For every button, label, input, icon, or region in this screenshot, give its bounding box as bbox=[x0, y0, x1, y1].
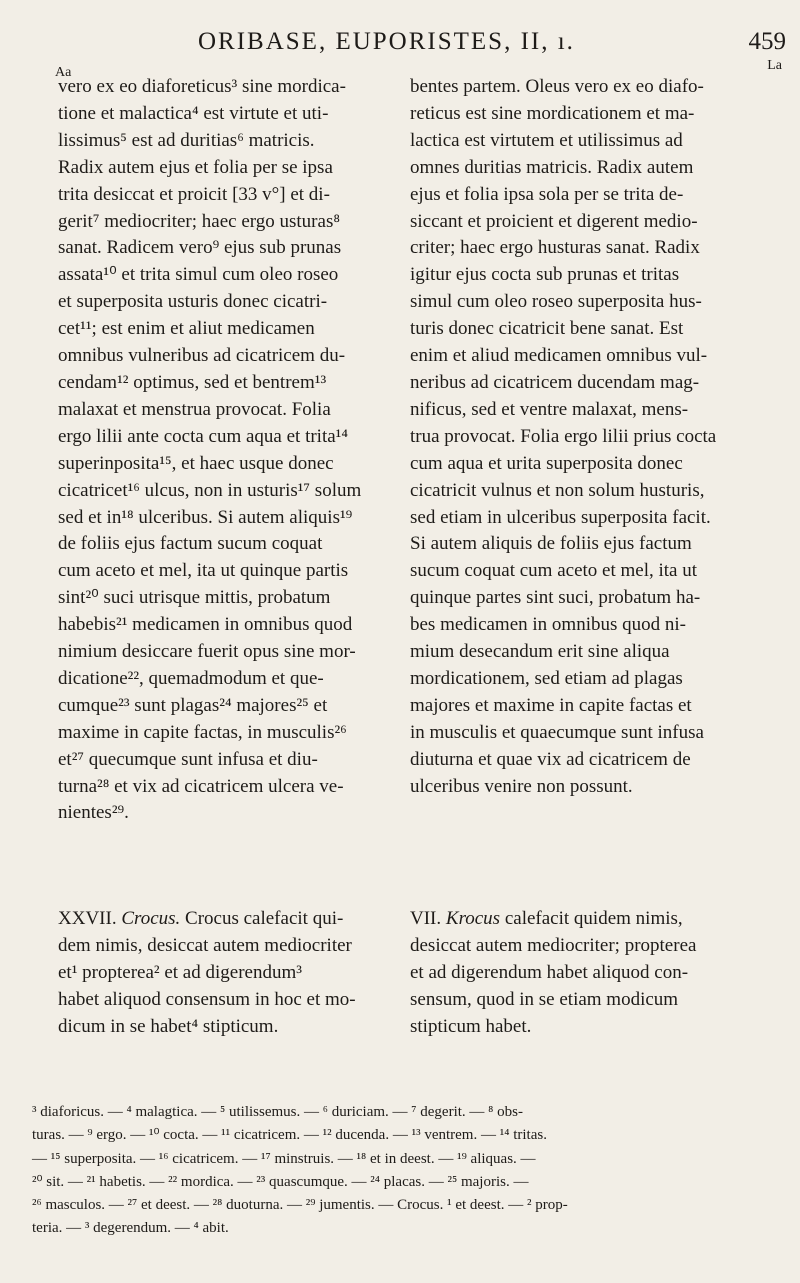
text-line: mordicationem, sed etiam ad plagas bbox=[410, 667, 683, 689]
text-line: simul cum oleo roseo superposita hus- bbox=[410, 291, 702, 313]
text-line: assata¹⁰ et trita simul cum oleo roseo bbox=[58, 264, 339, 286]
text-line: lissimus⁵ est ad duritias⁶ matricis. bbox=[58, 129, 315, 151]
right-column-krocus bbox=[410, 906, 742, 1041]
text-line: igitur ejus cocta sub prunas et tritas bbox=[410, 264, 680, 286]
text-line: enim et aliud medicamen omnibus vul- bbox=[410, 345, 708, 367]
text-line: sed etiam in ulceribus superposita facit. bbox=[410, 506, 711, 528]
right-column-text bbox=[410, 74, 742, 800]
text-line: cumque²³ sunt plagas²⁴ majores²⁵ et bbox=[58, 694, 328, 716]
text-line: nimium desiccare fuerit opus sine mor- bbox=[58, 641, 356, 663]
chapter-title: Crocus. bbox=[121, 908, 181, 929]
left-column-crocus bbox=[58, 906, 386, 1041]
text-line: superinposita¹⁵, et haec usque donec bbox=[58, 452, 334, 474]
text-line: ejus et folia ipsa sola per se trita de- bbox=[410, 183, 684, 205]
text-line: habet aliquod consensum in hoc et mo- bbox=[58, 988, 356, 1010]
text-line: mium desecandum erit sine aliqua bbox=[410, 641, 670, 663]
siglum-left: Aa bbox=[55, 65, 72, 80]
chapter-title: Krocus bbox=[445, 908, 501, 929]
text-line: omnibus vulneribus ad cicatricem du- bbox=[58, 345, 346, 367]
text-line: ergo lilii ante cocta cum aqua et trita¹⁴ bbox=[58, 425, 348, 447]
text-line: majores et maxime in capite factas et bbox=[410, 694, 692, 716]
text-line: reticus est sine mordicationem et ma- bbox=[410, 102, 695, 124]
text-line: maxime in capite factas, in musculis²⁶ bbox=[58, 721, 347, 743]
text-line: et¹ propterea² et ad digerendum³ bbox=[58, 961, 302, 983]
page-number: 459 bbox=[748, 28, 786, 55]
text-line: sucum coquat cum aceto et mel, ita ut bbox=[410, 560, 698, 582]
text-line: et²⁷ quecumque sunt infusa et diu- bbox=[58, 748, 318, 770]
text-line: lactica est virtutem et utilissimus ad bbox=[410, 129, 683, 151]
text-line: turas. — ⁹ ergo. — ¹⁰ cocta. — ¹¹ cicatricem. — ¹² ducenda. — ¹³ ventrem. — ¹⁴ tritas. bbox=[32, 1127, 547, 1144]
text-line: turna²⁸ et vix ad cicatricem ulcera ve- bbox=[58, 775, 344, 797]
page-header bbox=[0, 24, 800, 60]
text-line: dicum in se habet⁴ stipticum. bbox=[58, 1015, 279, 1037]
chapter-first-line: calefacit quidem nimis, bbox=[504, 908, 683, 929]
krocus-text-lines bbox=[410, 933, 742, 1041]
text-line: diuturna et quae vix ad cicatricem de bbox=[410, 748, 691, 770]
text-line: — ¹⁵ superposita. — ¹⁶ cicatricem. — ¹⁷ minstruis. — ¹⁸ et in deest. — ¹⁹ aliquas. — bbox=[32, 1150, 536, 1167]
text-line: ³ diaforicus. — ⁴ malagtica. — ⁵ utilissemus. — ⁶ duriciam. — ⁷ degerit. — ⁸ obs- bbox=[32, 1104, 523, 1120]
text-line: turis donec cicatricit bene sanat. Est bbox=[410, 318, 684, 340]
text-line: neribus ad cicatricem ducendam mag- bbox=[410, 371, 700, 393]
text-line: omnes duritias matricis. Radix autem bbox=[410, 156, 694, 178]
crocus-text-lines bbox=[58, 933, 386, 1041]
text-line: nificus, sed et ventre malaxat, mens- bbox=[410, 398, 689, 420]
krocus-heading-line bbox=[410, 906, 742, 933]
text-line: cum aqua et urita superposita donec bbox=[410, 452, 683, 474]
text-line: siccant et proicient et digerent medio- bbox=[410, 210, 698, 232]
text-line: Si autem aliquis de foliis ejus factum bbox=[410, 533, 692, 555]
text-line: stipticum habet. bbox=[410, 1015, 532, 1037]
text-line: ²⁶ masculos. — ²⁷ et deest. — ²⁸ duoturna. — ²⁹ jumentis. — Crocus. ¹ et deest. — ² prop- bbox=[32, 1197, 568, 1214]
text-line: sensum, quod in se etiam modicum bbox=[410, 988, 679, 1010]
text-line: cicatricit vulnus et non solum husturis, bbox=[410, 479, 705, 501]
chapter-first-line: Crocus calefacit qui- bbox=[185, 908, 344, 929]
text-line: sint²⁰ suci utrisque mittis, probatum bbox=[58, 587, 331, 609]
left-column-text bbox=[58, 74, 386, 827]
text-line: cum aceto et mel, ita ut quinque partis bbox=[58, 560, 349, 582]
text-line: habebis²¹ medicamen in omnibus quod bbox=[58, 614, 353, 636]
text-line: dem nimis, desiccat autem mediocriter bbox=[58, 934, 352, 956]
chapter-number: XXVII. bbox=[58, 908, 117, 929]
text-line: in musculis et quaecumque sunt infusa bbox=[410, 721, 704, 743]
text-line: dicatione²², quemadmodum et que- bbox=[58, 667, 324, 689]
text-line: cendam¹² optimus, sed et bentrem¹³ bbox=[58, 371, 327, 393]
running-title: ORIBASE, EUPORISTES, II, ı. bbox=[198, 28, 575, 55]
text-line: trita desiccat et proicit [33 v°] et di- bbox=[58, 183, 330, 205]
siglum-right: La bbox=[767, 58, 782, 73]
text-line: Radix autem ejus et folia per se ipsa bbox=[58, 156, 333, 178]
text-line: trua provocat. Folia ergo lilii prius cocta bbox=[410, 425, 717, 447]
text-line: vero ex eo diaforeticus³ sine mordica- bbox=[58, 76, 346, 97]
text-line: quinque partes sint suci, probatum ha- bbox=[410, 587, 701, 609]
text-line: et ad digerendum habet aliquod con- bbox=[410, 961, 689, 983]
text-line: cet¹¹; est enim et aliut medicamen bbox=[58, 318, 315, 340]
text-line: et superposita usturis donec cicatri- bbox=[58, 291, 328, 313]
text-line: bes medicamen in omnibus quod ni- bbox=[410, 614, 686, 636]
crocus-heading-line bbox=[58, 906, 386, 933]
footnotes bbox=[32, 1101, 762, 1241]
text-line: gerit⁷ mediocriter; haec ergo usturas⁸ bbox=[58, 210, 340, 232]
text-line: tione et malactica⁴ est virtute et uti- bbox=[58, 102, 329, 124]
text-line: sed et in¹⁸ ulceribus. Si autem aliquis¹⁹ bbox=[58, 506, 353, 528]
text-line: sanat. Radicem vero⁹ ejus sub prunas bbox=[58, 237, 342, 259]
text-line: criter; haec ergo husturas sanat. Radix bbox=[410, 237, 700, 259]
text-line: ²⁰ sit. — ²¹ habetis. — ²² mordica. — ²³ quascumque. — ²⁴ placas. — ²⁵ majoris. — bbox=[32, 1173, 529, 1190]
text-line: malaxat et menstrua provocat. Folia bbox=[58, 398, 331, 420]
text-line: cicatricet¹⁶ ulcus, non in usturis¹⁷ solum bbox=[58, 479, 362, 501]
text-line: de foliis ejus factum sucum coquat bbox=[58, 533, 323, 555]
text-line: nientes²⁹. bbox=[58, 802, 129, 824]
text-line: ulceribus venire non possunt. bbox=[410, 775, 633, 797]
chapter-number: VII. bbox=[410, 908, 442, 929]
text-line: desiccat autem mediocriter; propterea bbox=[410, 934, 697, 956]
text-line: teria. — ³ degerendum. — ⁴ abit. bbox=[32, 1220, 229, 1237]
text-line: bentes partem. Oleus vero ex eo diafo- bbox=[410, 76, 704, 97]
